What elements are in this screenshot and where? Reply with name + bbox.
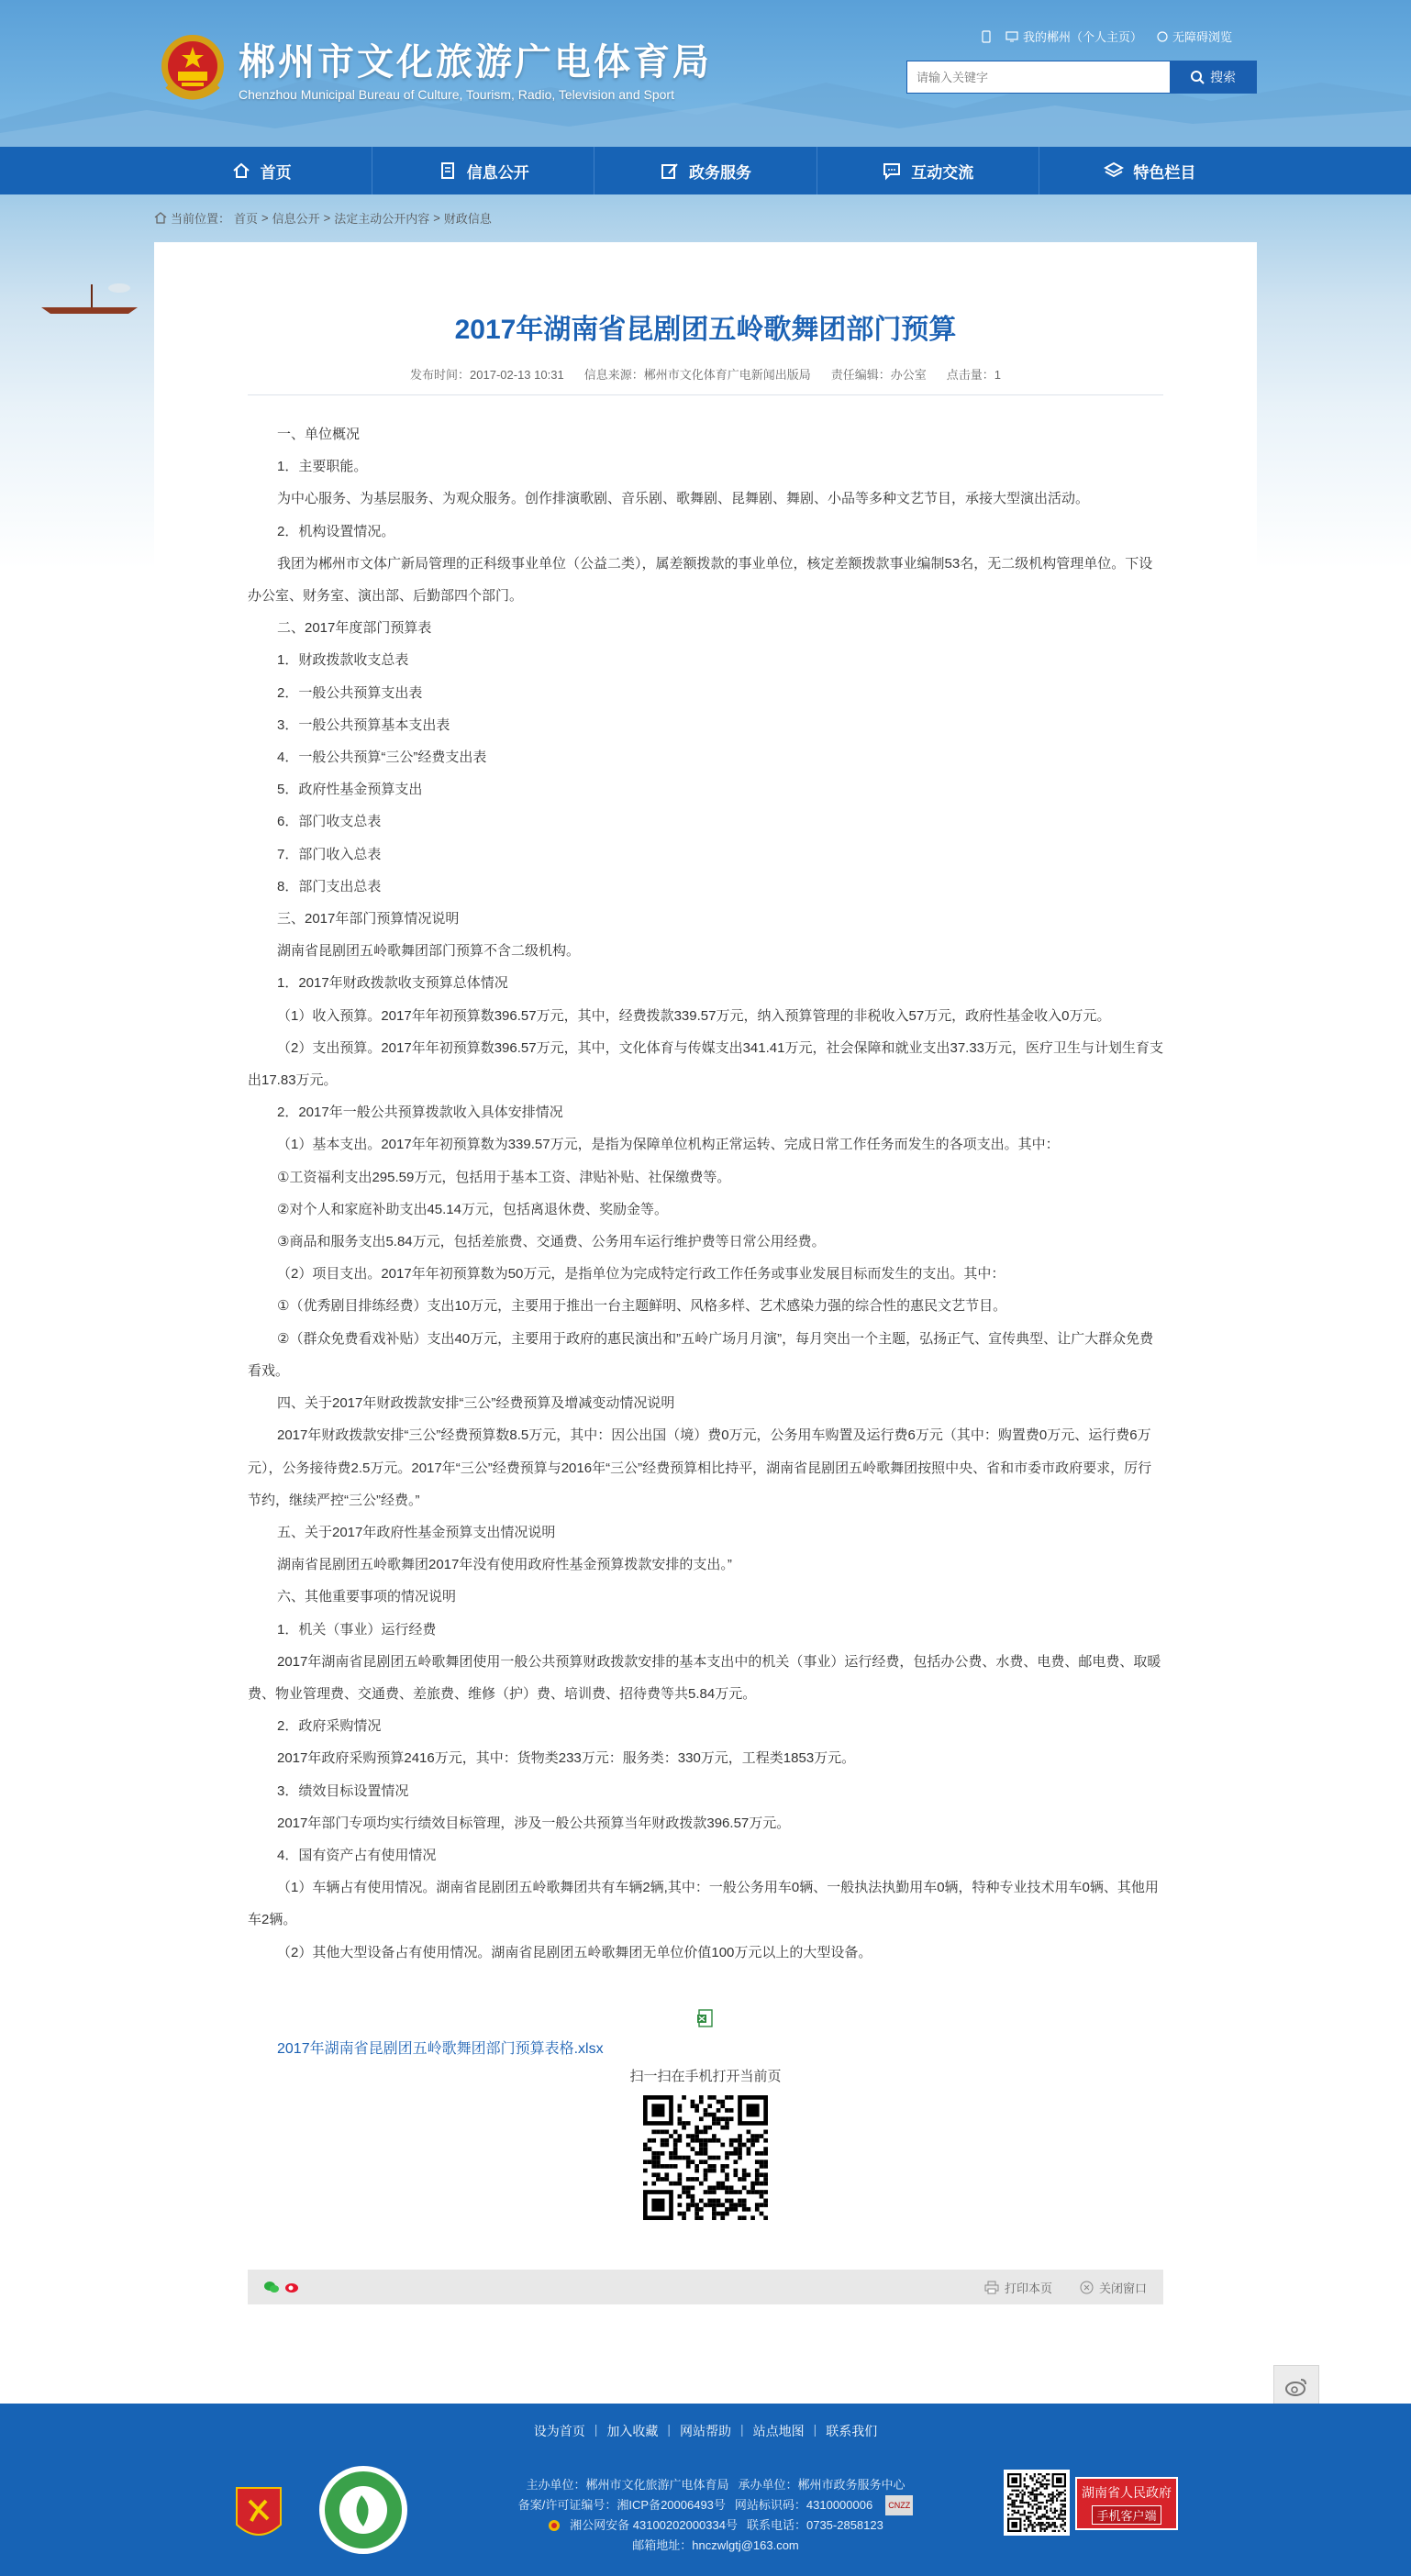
site-title: 郴州市文化旅游广电体育局 <box>239 42 712 83</box>
search-box <box>906 61 1257 94</box>
footer-separator: | <box>667 2422 671 2437</box>
article-container <box>154 242 1257 2352</box>
nav-item-home[interactable] <box>150 147 372 194</box>
home-icon <box>154 212 167 224</box>
article-paragraph: 1．2017年财政拨款收支预算总体情况 <box>277 975 508 992</box>
my-chenzhou-link[interactable] <box>1005 28 1142 45</box>
article-paragraph: 1．财政拨款收支总表 <box>277 652 409 669</box>
party-building-logo-icon <box>233 2484 284 2545</box>
article-paragraph: 湖南省昆剧团五岭歌舞团2017年没有使用政府性基金预算拨款安排的支出。” <box>277 1557 732 1573</box>
article-paragraph: （1）收入预算。2017年年初预算数396.57万元，其中，经费拨款339.57万元，纳入预算管理的非税收入57万元，政府性基金收入0万元。 <box>277 1007 1111 1024</box>
breadcrumb-separator: > <box>261 211 269 225</box>
article-paragraph: 6．部门收支总表 <box>277 814 382 830</box>
weibo-icon[interactable] <box>284 2281 299 2293</box>
breadcrumb-info[interactable]: 信息公开 <box>272 212 320 226</box>
article-paragraph: ①工资福利支出295.59万元，包括用于基本工资、津贴补贴、社保缴费等。 <box>277 1169 731 1185</box>
accessibility-link[interactable] <box>1157 28 1232 45</box>
cnzz-badge[interactable]: CNZZ <box>885 2495 913 2515</box>
article-body <box>248 418 1163 1969</box>
article-paragraph: 五、关于2017年政府性基金预算支出情况说明 <box>277 1524 556 1540</box>
article-paragraph: 六、其他重要事项的情况说明 <box>277 1589 457 1605</box>
article-paragraph: 2．机构设置情况。 <box>277 523 395 539</box>
gov-client-title: 湖南省人民政府 <box>1082 2484 1172 2500</box>
article-paragraph: 一、单位概况 <box>277 427 361 442</box>
article-paragraph: 3．绩效目标设置情况 <box>277 1782 409 1799</box>
close-window-button[interactable] <box>1080 2279 1147 2296</box>
article-title: 2017年湖南省昆剧团五岭歌舞团部门预算 <box>454 315 957 345</box>
share-bar <box>248 2270 1163 2304</box>
home-icon <box>231 161 251 181</box>
article-paragraph: （2）支出预算。2017年年初预算数396.57万元，其中，文化体育与传媒支出341.41万元，社会保障和就业支出37.33万元，医疗卫生与计划生育支出17.83万元。 <box>248 1039 1164 1089</box>
footer-link-sitemap[interactable]: 站点地图 <box>752 2424 805 2438</box>
contact-phone: 联系电话：0735-2858123 <box>746 2518 883 2532</box>
share-icons <box>264 2281 299 2293</box>
article-meta <box>154 365 1257 383</box>
civilized-city-logo-icon <box>317 2464 409 2556</box>
search-button-label: 搜索 <box>1210 70 1236 84</box>
footer-links <box>0 2422 1411 2440</box>
article-paragraph: 三、2017年部门预算情况说明 <box>277 911 460 927</box>
footer-separator: | <box>740 2422 744 2437</box>
nav-item-label: 特色栏目 <box>1133 163 1196 182</box>
main-nav <box>0 147 1411 194</box>
wechat-icon[interactable] <box>264 2281 279 2293</box>
gov-mobile-client-button[interactable] <box>1075 2477 1178 2530</box>
nav-item-interaction[interactable] <box>817 147 1039 194</box>
article-paragraph: 2．2017年一般公共预算拨款收入具体安排情况 <box>277 1105 563 1121</box>
weibo-share-button[interactable] <box>1273 2365 1319 2409</box>
icp-number[interactable]: 备案/许可证编号：湘ICP备20006493号 <box>517 2498 726 2512</box>
article-paragraph: 1．机关（事业）运行经费 <box>277 1621 437 1638</box>
site-subtitle: Chenzhou Municipal Bureau of Culture, Tourism, Radio, Television and Sport <box>239 87 674 102</box>
article-paragraph: 7．部门收入总表 <box>277 846 382 862</box>
footer-qr-code-icon <box>1004 2470 1070 2536</box>
article-paragraph: 2017年部门专项均实行绩效目标管理，涉及一般公共预算当年财政拨款396.57万元。 <box>277 1815 791 1831</box>
host-unit: 主办单位：郴州市文化旅游广电体育局 <box>526 2478 729 2492</box>
article-paragraph: 我团为郴州市文体广新局管理的正科级事业单位（公益二类），属差额拨款的事业单位，核定差额拨款事业编制53名，无二级机构管理单位。下设办公室、财务室、演出部、后勤部四个部门。 <box>248 555 1153 605</box>
breadcrumb-home[interactable]: 首页 <box>234 212 259 226</box>
mobile-icon[interactable] <box>982 30 991 43</box>
article-paragraph: ①（优秀剧目排练经费）支出10万元，主要用于推出一台主题鲜明、风格多样、艺术感染力强的综合性的惠民文艺节目。 <box>277 1298 1007 1315</box>
organizer-unit: 承办单位：郴州市政务服务中心 <box>738 2478 905 2492</box>
article-paragraph: 为中心服务、为基层服务、为观众服务。创作排演歌剧、音乐剧、歌舞剧、昆舞剧、舞剧、小品等多种文艺节目，承接大型演出活动。 <box>277 491 1090 507</box>
article-paragraph: 4．国有资产占有使用情况 <box>277 1847 437 1863</box>
attachment-link[interactable]: 2017年湖南省昆剧团五岭歌舞团部门预算表格.xlsx <box>277 2041 604 2057</box>
article-paragraph: 2017年财政拨款安排“三公”经费预算数8.5万元，其中：因公出国（境）费0万元，公务用车购置及运行费6万元（其中：购置费0万元、运行费6万元），公务接待费2.5万元。2017年“三公”经费预算与2016年“三公”经费预算相比持平，湖南省昆剧团五岭歌舞团按照中央、省和市委市政府要求，厉行节约，继续严控“三公”经费。” <box>248 1427 1152 1508</box>
article-paragraph: 2．政府采购情况 <box>277 1718 382 1735</box>
nav-item-label: 互动交流 <box>911 163 974 182</box>
qr-label: 扫一扫在手机打开当前页 <box>629 2069 782 2084</box>
breadcrumb-separator: > <box>323 211 331 225</box>
nav-item-label: 政务服务 <box>689 163 751 182</box>
footer-link-contact[interactable]: 联系我们 <box>826 2424 878 2438</box>
breadcrumb-finance[interactable]: 财政信息 <box>443 212 492 226</box>
search-button[interactable] <box>1170 61 1256 93</box>
close-label: 关闭窗口 <box>1098 2281 1147 2295</box>
breadcrumb-prefix: 当前位置： <box>171 212 231 226</box>
nav-item-gov-service[interactable] <box>594 147 817 194</box>
article-paragraph: （1）基本支出。2017年年初预算数为339.57万元，是指为保障单位机构正常运转、完成日常工作任务而发生的各项支出。其中： <box>277 1137 1060 1153</box>
gov-client-sub: 手机客户端 <box>1092 2505 1161 2525</box>
breadcrumb <box>154 209 492 227</box>
search-icon <box>1190 70 1205 84</box>
footer-link-favorite[interactable]: 加入收藏 <box>606 2424 659 2438</box>
layers-icon <box>1104 161 1124 181</box>
qr-code-icon <box>643 2095 768 2220</box>
excel-file-icon <box>697 2009 714 2027</box>
police-record[interactable]: 湘公网安备 43100202000334号 <box>570 2518 738 2532</box>
article-paragraph: ②（群众免费看戏补贴）支出40万元，主要用于政府的惠民演出和”五岭广场月月演”，每月突出一个主题，弘扬正气、宣传典型、让广大群众免费看戏。 <box>248 1330 1154 1379</box>
weibo-icon <box>1284 2377 1308 2397</box>
monitor-icon <box>1005 31 1018 42</box>
article-paragraph: 湖南省昆剧团五岭歌舞团部门预算不含二级机构。 <box>277 943 581 960</box>
footer-link-set-home[interactable]: 设为首页 <box>533 2424 585 2438</box>
site-header <box>0 0 1411 147</box>
nav-item-label: 信息公开 <box>466 163 529 182</box>
site-footer <box>0 2404 1411 2576</box>
contact-email: 邮箱地址：hnczwlgtj@163.com <box>632 2538 799 2552</box>
edit-icon <box>660 161 680 181</box>
nav-item-label: 首页 <box>260 163 292 182</box>
title-divider <box>248 394 1163 395</box>
article-paragraph: 5．政府性基金预算支出 <box>277 782 423 798</box>
publish-time: 发布时间：2017-02-13 10:31 <box>410 368 564 382</box>
article-paragraph: 4．一般公共预算“三公”经费支出表 <box>277 749 487 766</box>
printer-icon <box>984 2281 999 2294</box>
footer-separator: | <box>813 2422 817 2437</box>
accessibility-icon <box>1157 31 1168 42</box>
article-paragraph: 3．一般公共预算基本支出表 <box>277 716 450 733</box>
article-paragraph: 二、2017年度部门预算表 <box>277 620 432 637</box>
search-input[interactable] <box>907 61 1170 93</box>
article-paragraph: ②对个人和家庭补助支出45.14万元，包括离退休费、奖励金等。 <box>277 1201 668 1217</box>
article-paragraph: 2017年政府采购预算2416万元，其中：货物类233万元：服务类：330万元，工程类1853万元。 <box>277 1750 856 1767</box>
site-code: 网站标识码：4310000006 <box>734 2498 873 2512</box>
police-badge-icon <box>548 2519 561 2532</box>
view-count: 点击量：1 <box>946 368 1001 382</box>
my-chenzhou-label: 我的郴州（个人主页） <box>1023 30 1143 44</box>
article-paragraph: 1．主要职能。 <box>277 459 368 475</box>
editor: 责任编辑：办公室 <box>830 368 927 382</box>
article-paragraph: （2）其他大型设备占有使用情况。湖南省昆剧团五岭歌舞团无单位价值100万元以上的大型设备。 <box>277 1944 872 1960</box>
page-actions <box>984 2279 1147 2296</box>
footer-link-help[interactable]: 网站帮助 <box>680 2424 731 2438</box>
info-source: 信息来源：郴州市文化体育广电新闻出版局 <box>583 368 811 382</box>
accessibility-label: 无障碍浏览 <box>1172 30 1233 44</box>
document-icon <box>438 161 458 181</box>
article-paragraph: 2017年湖南省昆剧团五岭歌舞团使用一般公共预算财政拨款安排的基本支出中的机关（事业）运行经费，包括办公费、水费、电费、邮电费、取暖费、物业管理费、交通费、差旅费、维修（护）费、培训费、招待费等共5.84万元。 <box>248 1653 1161 1702</box>
nav-item-featured[interactable] <box>1039 147 1261 194</box>
chat-icon <box>882 161 902 181</box>
article-paragraph: 2．一般公共预算支出表 <box>277 684 423 701</box>
boat-decoration <box>37 275 147 321</box>
breadcrumb-separator: > <box>433 211 440 225</box>
top-links <box>982 28 1232 45</box>
nav-item-info-disclosure[interactable] <box>372 147 594 194</box>
national-emblem-icon <box>158 31 228 105</box>
print-label: 打印本页 <box>1004 2281 1052 2295</box>
article-paragraph: （1）车辆占有使用情况。湖南省昆剧团五岭歌舞团共有车辆2辆,其中：一般公务用车0辆、一般执法执勤用车0辆，特种专业技术用车0辆、其他用车2辆。 <box>248 1880 1159 1928</box>
breadcrumb-statutory[interactable]: 法定主动公开内容 <box>334 212 430 226</box>
footer-info <box>477 2475 954 2556</box>
print-button[interactable] <box>984 2279 1052 2296</box>
close-icon <box>1080 2281 1094 2294</box>
article-paragraph: 四、关于2017年财政拨款安排“三公”经费预算及增减变动情况说明 <box>277 1395 675 1412</box>
article-paragraph: （2）项目支出。2017年年初预算数为50万元，是指单位为完成特定行政工作任务或事业发展目标而发生的支出。其中： <box>277 1266 1005 1282</box>
article-paragraph: 8．部门支出总表 <box>277 878 382 894</box>
footer-separator: | <box>594 2422 598 2437</box>
article-paragraph: ③商品和服务支出5.84万元，包括差旅费、交通费、公务用车运行维护费等日常公用经费。 <box>277 1234 826 1250</box>
